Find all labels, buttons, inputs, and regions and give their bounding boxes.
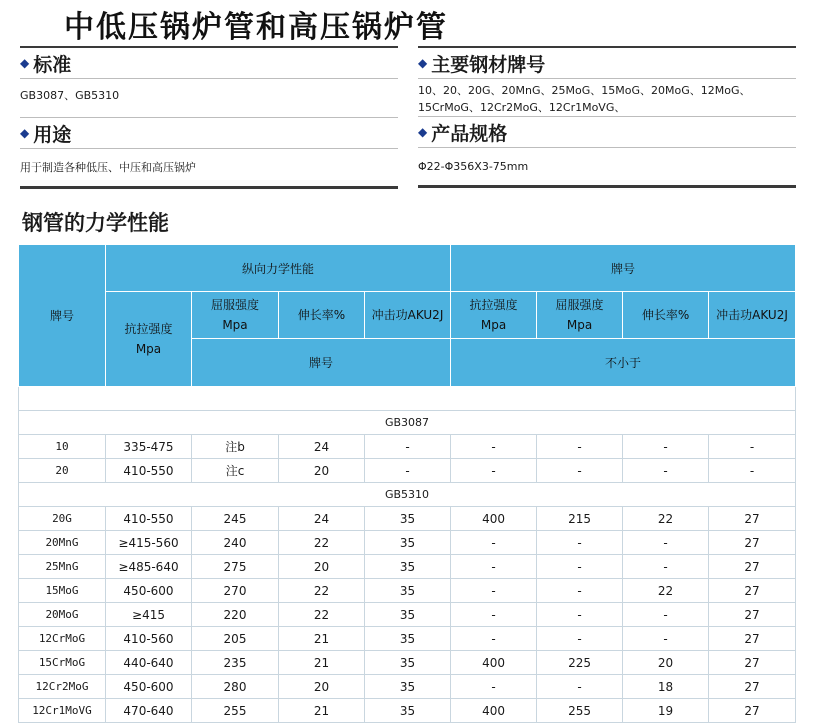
cell-impact-r: 27 (709, 555, 796, 579)
cell-tensile: 470-640 (106, 699, 192, 723)
cell-impact: 35 (365, 603, 451, 627)
cell-elongation: 21 (279, 651, 365, 675)
cell-yield: 280 (192, 675, 279, 699)
cell-tensile-r: - (451, 435, 537, 459)
diamond-bullet-icon: ◆ (418, 125, 428, 139)
header-yield-unit: Mpa (222, 318, 248, 332)
spec-text: Φ22-Φ356X3-75mm (418, 160, 529, 173)
cell-grade: 12Cr2MoG (19, 675, 106, 699)
cell-tensile: 410-560 (106, 627, 192, 651)
spec-heading (418, 117, 796, 147)
cell-impact-r: 27 (709, 579, 796, 603)
cell-impact: 35 (365, 579, 451, 603)
cell-grade: 20G (19, 507, 106, 531)
header-elongation: 伸长率% (279, 292, 365, 339)
cell-yield-r: - (537, 459, 623, 483)
cell-tensile: 335-475 (106, 435, 192, 459)
header-not-less: 不小于 (451, 339, 796, 387)
standard-heading-label: 标准 (33, 53, 72, 76)
grades-heading (418, 48, 796, 78)
cell-yield: 220 (192, 603, 279, 627)
cell-yield-r: - (537, 579, 623, 603)
cell-yield: 注c (192, 459, 279, 483)
table-row (19, 435, 796, 459)
cell-elongation-r: 19 (623, 699, 709, 723)
cell-elongation-r: - (623, 531, 709, 555)
cell-grade: 10 (19, 435, 106, 459)
header-impact: 冲击功AKU2J (365, 292, 451, 339)
cell-tensile-r: 400 (451, 651, 537, 675)
cell-tensile: 410-550 (106, 459, 192, 483)
cell-yield: 235 (192, 651, 279, 675)
cell-impact-r: - (709, 435, 796, 459)
cell-impact: 35 (365, 531, 451, 555)
cell-tensile-r: - (451, 555, 537, 579)
standard-text: GB3087、GB5310 (20, 89, 120, 102)
cell-impact-r: 27 (709, 531, 796, 555)
header-yield-right (537, 292, 623, 339)
cell-tensile: ≥415-560 (106, 531, 192, 555)
header-longitudinal: 纵向力学性能 (106, 245, 451, 292)
cell-tensile-r: - (451, 579, 537, 603)
cell-yield-r: - (537, 603, 623, 627)
cell-elongation: 24 (279, 507, 365, 531)
cell-grade: 20MoG (19, 603, 106, 627)
cell-impact: 35 (365, 627, 451, 651)
cell-yield: 245 (192, 507, 279, 531)
cell-grade: 15MoG (19, 579, 106, 603)
cell-yield: 275 (192, 555, 279, 579)
header-grade-right: 牌号 (451, 245, 796, 292)
cell-yield-r: - (537, 675, 623, 699)
cell-impact: 35 (365, 651, 451, 675)
cell-yield-r: 225 (537, 651, 623, 675)
divider (20, 186, 398, 189)
cell-impact-r: 27 (709, 675, 796, 699)
header-yield (192, 292, 279, 339)
cell-impact: 35 (365, 555, 451, 579)
grades-line-1: 10、20、20G、20MnG、25MoG、15MoG、20MoG、12MoG、 (418, 84, 751, 97)
table-row (19, 507, 796, 531)
cell-tensile-r: - (451, 675, 537, 699)
table-row (19, 675, 796, 699)
table-body (19, 387, 796, 723)
right-info-panel (418, 46, 796, 188)
cell-grade: 20MnG (19, 531, 106, 555)
cell-impact-r: 27 (709, 651, 796, 675)
table-row (19, 651, 796, 675)
cell-yield-r: - (537, 627, 623, 651)
cell-tensile-r: 400 (451, 507, 537, 531)
table-title: 钢管的力学性能 (22, 211, 169, 235)
header-yield-label: 屈服强度 (210, 298, 259, 312)
cell-elongation-r: 22 (623, 507, 709, 531)
cell-elongation: 24 (279, 435, 365, 459)
cell-yield: 270 (192, 579, 279, 603)
cell-impact: - (365, 459, 451, 483)
table-row (19, 579, 796, 603)
cell-elongation: 22 (279, 603, 365, 627)
cell-elongation: 20 (279, 459, 365, 483)
header-grade-sub: 牌号 (192, 339, 451, 387)
cell-grade: 12Cr1MoVG (19, 699, 106, 723)
cell-elongation: 21 (279, 627, 365, 651)
cell-elongation-r: - (623, 627, 709, 651)
header-tensile (106, 292, 192, 387)
diamond-bullet-icon: ◆ (20, 126, 30, 140)
cell-impact-r: 27 (709, 699, 796, 723)
header-tensile-right (451, 292, 537, 339)
cell-impact-r: 27 (709, 507, 796, 531)
cell-grade: 15CrMoG (19, 651, 106, 675)
grades-text (418, 79, 796, 116)
cell-grade: 12CrMoG (19, 627, 106, 651)
cell-yield-r: - (537, 531, 623, 555)
cell-grade: 25MnG (19, 555, 106, 579)
header-yield-right-unit: Mpa (566, 318, 593, 332)
header-tensile-right-unit: Mpa (480, 318, 507, 332)
diamond-bullet-icon: ◆ (418, 56, 428, 70)
cell-yield: 255 (192, 699, 279, 723)
cell-elongation-r: - (623, 459, 709, 483)
header-tensile-label: 抗拉强度 (124, 322, 173, 336)
cell-tensile: 440-640 (106, 651, 192, 675)
header-tensile-unit: Mpa (135, 342, 162, 356)
cell-tensile: 450-600 (106, 675, 192, 699)
cell-yield: 205 (192, 627, 279, 651)
cell-elongation: 20 (279, 555, 365, 579)
header-elongation-right: 伸长率% (623, 292, 709, 339)
grades-line-2: 15CrMoG、12Cr2MoG、12Cr1MoVG、 (418, 101, 626, 114)
cell-impact: 35 (365, 699, 451, 723)
table-row (19, 627, 796, 651)
header-tensile-right-label: 抗拉强度 (469, 298, 518, 312)
cell-tensile-r: 400 (451, 699, 537, 723)
cell-tensile-r: - (451, 531, 537, 555)
divider (418, 185, 796, 188)
usage-heading-label: 用途 (33, 123, 72, 146)
usage-text: 用于制造各种低压、中压和高压锅炉 (20, 161, 196, 174)
cell-yield-r: - (537, 555, 623, 579)
cell-elongation: 21 (279, 699, 365, 723)
cell-impact-r: 27 (709, 627, 796, 651)
diamond-bullet-icon: ◆ (20, 56, 30, 70)
cell-elongation-r: - (623, 603, 709, 627)
cell-tensile: 450-600 (106, 579, 192, 603)
cell-elongation-r: 20 (623, 651, 709, 675)
header-impact-right: 冲击功AKU2J (709, 292, 796, 339)
standard-heading (20, 48, 398, 78)
cell-elongation-r: - (623, 435, 709, 459)
table-row (19, 555, 796, 579)
table-row (19, 459, 796, 483)
left-info-panel (20, 46, 398, 189)
cell-tensile: 410-550 (106, 507, 192, 531)
table-row (19, 699, 796, 723)
header-grade: 牌号 (19, 245, 106, 387)
cell-tensile-r: - (451, 459, 537, 483)
cell-elongation-r: 18 (623, 675, 709, 699)
grades-heading-label: 主要钢材牌号 (431, 53, 546, 76)
standard-row-gb3087: GB3087 (19, 411, 796, 435)
table-row (19, 531, 796, 555)
cell-yield-r: 215 (537, 507, 623, 531)
cell-tensile: ≥485-640 (106, 555, 192, 579)
page-title: 中低压锅炉管和高压锅炉管 (64, 10, 448, 45)
cell-elongation: 22 (279, 531, 365, 555)
cell-impact-r: 27 (709, 603, 796, 627)
cell-grade: 20 (19, 459, 106, 483)
cell-impact-r: - (709, 459, 796, 483)
cell-impact: 35 (365, 675, 451, 699)
usage-heading (20, 118, 398, 148)
mechanical-properties-table (18, 244, 796, 723)
cell-tensile-r: - (451, 627, 537, 651)
cell-yield: 注b (192, 435, 279, 459)
cell-yield-r: 255 (537, 699, 623, 723)
cell-tensile-r: - (451, 603, 537, 627)
spacer-cell (19, 387, 796, 411)
table-row (19, 603, 796, 627)
spec-heading-label: 产品规格 (431, 122, 508, 145)
header-yield-right-label: 屈服强度 (555, 298, 604, 312)
cell-impact: 35 (365, 507, 451, 531)
cell-elongation-r: 22 (623, 579, 709, 603)
cell-impact: - (365, 435, 451, 459)
cell-yield-r: - (537, 435, 623, 459)
cell-yield: 240 (192, 531, 279, 555)
cell-elongation: 20 (279, 675, 365, 699)
cell-elongation-r: - (623, 555, 709, 579)
cell-tensile: ≥415 (106, 603, 192, 627)
standard-row-gb5310: GB5310 (19, 483, 796, 507)
cell-elongation: 22 (279, 579, 365, 603)
